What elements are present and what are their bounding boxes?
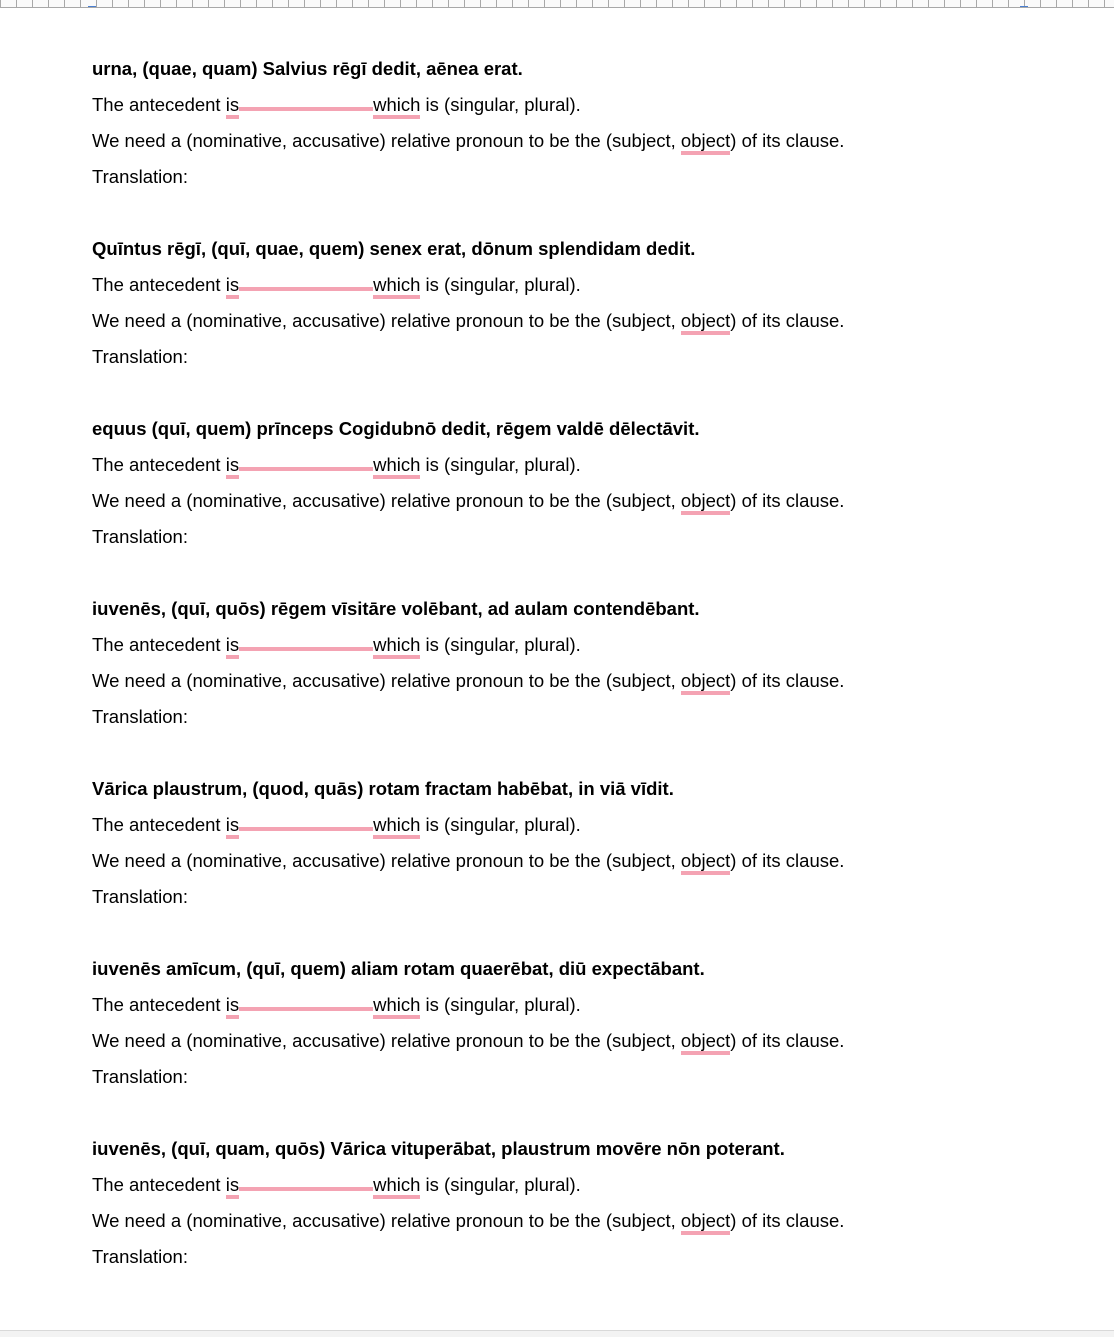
antecedent-which-word: which [373,274,420,299]
exercise-block [92,774,992,954]
pronoun-need-line [92,126,992,162]
translation-line[interactable] [92,522,992,558]
translation-line[interactable] [92,882,992,918]
antecedent-is-word: is [226,634,239,659]
antecedent-blank[interactable] [239,106,373,111]
pronoun-need-line [92,1026,992,1062]
need-suffix: ) of its clause. [730,1030,845,1051]
translation-line[interactable] [92,162,992,198]
antecedent-is-word: is [226,94,239,119]
need-object-word: object [681,310,730,335]
translation-label: Translation: [92,166,188,187]
need-prefix: We need a (nominative, accusative) relative pronoun to be the (subject, [92,1210,681,1231]
exercise-block [92,54,992,234]
left-indent-marker[interactable] [88,0,96,7]
latin-sentence[interactable]: Vārica plaustrum, (quod, quās) rotam fractam habēbat, in viā vīdit. [92,778,674,799]
need-object-word: object [681,670,730,695]
antecedent-which-word: which [373,94,420,119]
translation-line[interactable] [92,1062,992,1098]
antecedent-blank[interactable] [239,646,373,651]
antecedent-suffix: is (singular, plural). [420,274,581,295]
latin-sentence[interactable]: equus (quī, quem) prīnceps Cogidubnō dedit, rēgem valdē dēlectāvit. [92,418,700,439]
antecedent-which-word: which [373,454,420,479]
translation-line[interactable] [92,1242,992,1278]
latin-sentence[interactable]: iuvenēs amīcum, (quī, quem) aliam rotam quaerēbat, diū expectābant. [92,958,705,979]
antecedent-blank[interactable] [239,826,373,831]
translation-label: Translation: [92,886,188,907]
need-prefix: We need a (nominative, accusative) relative pronoun to be the (subject, [92,670,681,691]
antecedent-prefix: The antecedent [92,454,226,475]
antecedent-is-word: is [226,814,239,839]
need-prefix: We need a (nominative, accusative) relative pronoun to be the (subject, [92,130,681,151]
need-object-word: object [681,490,730,515]
antecedent-line [92,1170,992,1206]
antecedent-suffix: is (singular, plural). [420,454,581,475]
latin-sentence[interactable]: iuvenēs, (quī, quōs) rēgem vīsitāre volēbant, ad aulam contendēbant. [92,598,700,619]
antecedent-blank[interactable] [239,1006,373,1011]
antecedent-which-word: which [373,634,420,659]
need-suffix: ) of its clause. [730,850,845,871]
right-indent-marker[interactable] [1020,0,1028,7]
antecedent-blank[interactable] [239,466,373,471]
antecedent-suffix: is (singular, plural). [420,994,581,1015]
need-prefix: We need a (nominative, accusative) relative pronoun to be the (subject, [92,310,681,331]
need-suffix: ) of its clause. [730,670,845,691]
need-prefix: We need a (nominative, accusative) relative pronoun to be the (subject, [92,850,681,871]
antecedent-line [92,270,992,306]
antecedent-which-word: which [373,994,420,1019]
antecedent-prefix: The antecedent [92,94,226,115]
antecedent-line [92,630,992,666]
antecedent-line [92,990,992,1026]
document-page[interactable] [92,54,992,1314]
translation-label: Translation: [92,346,188,367]
antecedent-is-word: is [226,994,239,1019]
antecedent-blank[interactable] [239,1186,373,1191]
exercise-block [92,954,992,1134]
latin-sentence[interactable]: urna, (quae, quam) Salvius rēgī dedit, aēnea erat. [92,58,523,79]
need-suffix: ) of its clause. [730,490,845,511]
antecedent-prefix: The antecedent [92,814,226,835]
antecedent-is-word: is [226,1174,239,1199]
exercise-block [92,234,992,414]
pronoun-need-line [92,666,992,702]
translation-line[interactable] [92,702,992,738]
need-prefix: We need a (nominative, accusative) relative pronoun to be the (subject, [92,1030,681,1051]
need-suffix: ) of its clause. [730,130,845,151]
pronoun-need-line [92,846,992,882]
antecedent-line [92,450,992,486]
antecedent-is-word: is [226,274,239,299]
exercise-block [92,594,992,774]
pronoun-need-line [92,486,992,522]
need-object-word: object [681,1030,730,1055]
antecedent-line [92,90,992,126]
translation-label: Translation: [92,706,188,727]
pronoun-need-line [92,1206,992,1242]
antecedent-suffix: is (singular, plural). [420,1174,581,1195]
need-suffix: ) of its clause. [730,310,845,331]
need-suffix: ) of its clause. [730,1210,845,1231]
antecedent-blank[interactable] [239,286,373,291]
antecedent-prefix: The antecedent [92,1174,226,1195]
need-prefix: We need a (nominative, accusative) relative pronoun to be the (subject, [92,490,681,511]
translation-label: Translation: [92,1246,188,1267]
translation-line[interactable] [92,342,992,378]
need-object-word: object [681,1210,730,1235]
document-ruler[interactable] [0,0,1114,8]
latin-sentence[interactable]: iuvenēs, (quī, quam, quōs) Vārica vituperābat, plaustrum movēre nōn poterant. [92,1138,785,1159]
latin-sentence[interactable]: Quīntus rēgī, (quī, quae, quem) senex erat, dōnum splendidam dedit. [92,238,696,259]
exercise-block [92,414,992,594]
antecedent-which-word: which [373,814,420,839]
need-object-word: object [681,850,730,875]
antecedent-which-word: which [373,1174,420,1199]
antecedent-line [92,810,992,846]
antecedent-suffix: is (singular, plural). [420,814,581,835]
translation-label: Translation: [92,526,188,547]
exercise-block [92,1134,992,1314]
translation-label: Translation: [92,1066,188,1087]
antecedent-prefix: The antecedent [92,274,226,295]
antecedent-prefix: The antecedent [92,994,226,1015]
pronoun-need-line [92,306,992,342]
need-object-word: object [681,130,730,155]
antecedent-prefix: The antecedent [92,634,226,655]
antecedent-is-word: is [226,454,239,479]
antecedent-suffix: is (singular, plural). [420,94,581,115]
antecedent-suffix: is (singular, plural). [420,634,581,655]
